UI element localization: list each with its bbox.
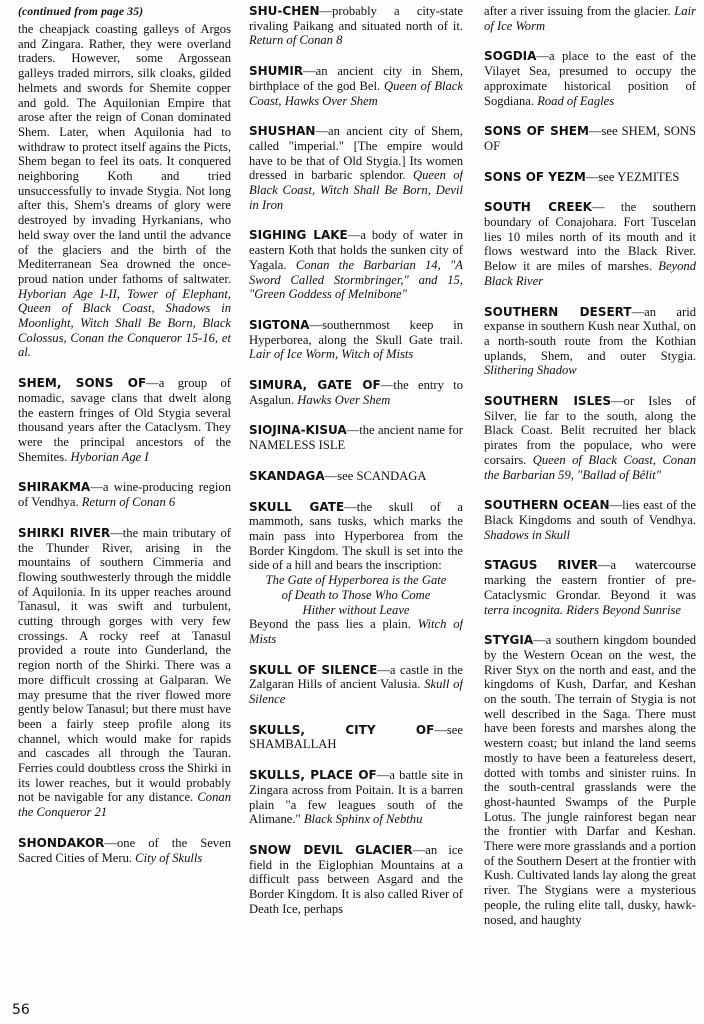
- entry-source: City of Skulls: [135, 850, 203, 865]
- entry-source: Black Sphinx of Nebthu: [303, 812, 423, 827]
- entry-skulls-city: [249, 723, 463, 752]
- entry-text: —southernmost keep in Hyperborea, along the Skull Gate trail.: [249, 317, 463, 347]
- entry-headword: SHUMIR: [249, 64, 304, 79]
- entry-source: Conan the Conqueror 21: [18, 790, 231, 820]
- entry-text: —an ancient city in Shem, birthplace of the god Bel.: [249, 64, 463, 93]
- entry-italic-term: terra incognita.: [484, 602, 564, 617]
- column-3: [484, 4, 696, 1006]
- column-2: [249, 4, 463, 1006]
- entry-stygia: [484, 633, 696, 927]
- entry-source: Beyond Black River: [484, 259, 696, 288]
- entry-headword: SOUTHERN OCEAN: [484, 498, 610, 513]
- entry-text: —an arid expanse in southern Kush near Xuthal, on a north-south route from the Kothian uplands, Shem, and outer Stygia.: [484, 304, 696, 363]
- entry-text: —a wine-producing region of Vendhya.: [18, 480, 231, 510]
- entry-southern-isles: [484, 394, 696, 482]
- entry-text: —a place to the east of the Vilayet Sea, presumed to occupy the approximate historical position of Sogdiana.: [484, 49, 696, 108]
- entry-sons-of-yezm: [484, 170, 696, 185]
- entry-south-creek: [484, 200, 696, 288]
- entry-shirki-river: [18, 526, 231, 820]
- entry-text: —the skull of a mammoth, sans tusks, which marks the main pass into Hyperborea from the Border Kingdom. The skull is set into the side of a hill and bears the inscription:: [249, 499, 463, 573]
- entry-text: —the main tributary of the Thunder River, arising in the mountains of southern Cimmeria and flowing southwesterly through the middle of Aquilonia. In its upper reaches around Tanasul, it was swift and turbulent, cutting through gorges with very few crossings. A rocky reef at Tanasul provided a route into Gunderland, the region north of the Shirki. There was a more difficult crossing at Galparan. We may presume that the river flowed more gently below Tanasul; but there must have been a fairly steep profile along its channel, which would make for rapids and cascades all through the Tauran. Ferries could doubtless cross the Shirki in its lower reaches, but it would probably not be navigable for any distance.: [18, 525, 231, 805]
- entry-snow-devil-glacier: [249, 843, 463, 917]
- entry-headword: SHIRKI RIVER: [18, 525, 111, 540]
- entry-stagus-river: [484, 558, 696, 617]
- entry-headword: SIMURA, GATE OF: [249, 378, 381, 393]
- entry-text: —lies east of the Black Kingdoms and south of Vendhya.: [484, 498, 696, 527]
- entry-text: —a battle site in Zingara across from Poitain. It is a barren plain "a few leagues south of the Alimane.": [249, 768, 463, 827]
- entry-source: Lair of Ice Worm, Witch of Mists: [249, 347, 414, 362]
- entry-source: Queen of Black Coast, Conan the Barbarian 59, "Ballad of Bêlit": [484, 452, 696, 482]
- entry-headword: SKULLS, PLACE OF: [249, 768, 377, 783]
- entry-text: —one of the Seven Sacred Cities of Meru.: [18, 835, 231, 865]
- entry-text: —a group of nomadic, savage clans that dwelt along the eastern fringes of Old Stygia several thousand years after the Cataclysm. They were the principal ancestors of the Shemites.: [18, 376, 231, 464]
- entry-source: Skull of Silence: [249, 677, 463, 707]
- entry-headword: SKANDAGA: [249, 468, 325, 483]
- entry-shushan: [249, 124, 463, 212]
- inscription-line-1: The Gate of Hyperborea is the Gate: [265, 573, 447, 588]
- entry-shumir: [249, 64, 463, 108]
- entry-text: —see SHEM, SONS OF: [484, 124, 696, 153]
- entry-source: Riders Beyond Sunrise: [566, 602, 681, 617]
- entry-headword: SOGDIA: [484, 49, 537, 64]
- inscription-line-3: Hither without Leave: [302, 602, 410, 617]
- entry-headword: SHU-CHEN: [249, 4, 320, 18]
- entry-source: Shadows in Skull: [484, 527, 571, 542]
- entry-skulls-place: [249, 768, 463, 827]
- entry-headword: SKULL OF SILENCE: [249, 662, 378, 677]
- entry-shu-chen: [249, 4, 463, 48]
- entry-source: Queen of Black Coast, Witch Shall Be Born, Devil in Iron: [249, 168, 463, 212]
- entry-source: Hyborian Age I-II, Tower of Elephant, Queen of Black Coast, Shadows in Moonlight, Witch Shall Be Born, Black Colossus, Conan the Conqueror 15-16, et al.: [18, 286, 231, 360]
- entry-headword: SNOW DEVIL GLACIER: [249, 842, 413, 857]
- entry-text: —a watercourse marking the eastern frontier of pre-Cataclysmic Grondar. Beyond it was: [484, 558, 696, 602]
- continued-note: (continued from page 35): [18, 6, 144, 18]
- entry-text: —probably a city-state rivaling Paikang and situated north of it.: [249, 4, 463, 33]
- entry-headword: SONS OF YEZM: [484, 169, 586, 184]
- entry-text: Beyond the pass lies a plain.: [249, 617, 411, 632]
- entry-skull-gate: [249, 500, 463, 647]
- column-1: [18, 22, 231, 1006]
- entry-headword: STAGUS RIVER: [484, 558, 598, 573]
- entry-southern-ocean: [484, 498, 696, 542]
- entry-headword: SKULLS, CITY OF: [249, 722, 435, 737]
- entry-text: —an ancient city of Shem, called "imperial." [The empire would have to be that of Old Stygia.] Its women dressed in barbaric splendor.: [249, 124, 463, 183]
- inscription-line-2: of Death to Those Who Come: [281, 587, 431, 602]
- entry-source: Return of Conan 8: [249, 33, 343, 48]
- entry-text: —a castle in the Zalgaran Hills of ancient Valusia.: [249, 662, 463, 692]
- entry-headword: SHUSHAN: [249, 124, 316, 139]
- entry-skandaga: [249, 469, 463, 484]
- entry-sons-of-shem: [484, 124, 696, 153]
- entry-source: Hawks Over Shem: [297, 392, 391, 407]
- entry-text: —the ancient name for NAMELESS ISLE: [249, 423, 463, 453]
- entry-skull-of-silence: [249, 663, 463, 707]
- entry-source: Lair of Ice Worm: [484, 4, 696, 33]
- entry-text: —an ice field in the Eiglophian Mountains at a difficult pass between Asgard and the Border Kingdom. It is also called River of Death Ice, perhaps: [249, 842, 463, 916]
- entry-headword: SHIRAKMA: [18, 480, 91, 495]
- entry-text: —a southern kingdom bounded by the Western Ocean on the west, the River Styx on the north and east, and the kingdoms of Kush, Darfar, and Keshan on the south. The terrain of Stygia is not well described in the Saga. There must have been forests and marshes along the western coast; but inland the land seems mostly to have been a featureless desert, dotted with tombs and sinister ruins. In the south-central grasslands were the ghost-haunted Swamps of the Purple Lotus. The jungle rainforest began near the frontier with Darfar and Keshan. There were more grasslands and a portion of the Southern Desert at the frontier with Kush. Cultivated lands lay along the great river. The Stygians were a mysterious people, the ruling elite tall, dusky, hawk-nosed, and haughty: [484, 633, 696, 927]
- entry-sighing-lake: [249, 228, 463, 302]
- entry-headword: SIOJINA-KISUA: [249, 423, 347, 438]
- entry-headword: SIGHING LAKE: [249, 228, 348, 243]
- entry-text: the cheapjack coasting galleys of Argos and Zingara. Rather, they were overland traders. However, some Argossean galleys traded mirrors, silk cloaks, gilded helmets and swords for Shemite copper and gold. The Aquilonian Empire that arose after the reign of Conan dominated Shem. Later, when Aquilonia had to withdraw to protect itself agains the Picts, Shem began to feel its oats. It conquered neighboring Koth and tried unsuccessfully to invade Stygia. Not long after this, Shem's dreams of glory were destroyed by invading Hyrkanians, who held sway over the land until the advance of the glaciers and the birth of the Mediterranean Sea drowned the once-proud nation under fathoms of saltwater.: [18, 22, 231, 286]
- entry-text: —see YEZMITES: [585, 169, 680, 184]
- entry-shem-continued: [18, 22, 231, 360]
- entry-text: —or Isles of Silver, lie far to the south, along the Black Coast. Belit recruited her black pirates from the populace, who were corsairs.: [484, 394, 696, 467]
- entry-shondakor: [18, 836, 231, 865]
- entry-headword: SIGTONA: [249, 317, 310, 332]
- entry-southern-desert: [484, 305, 696, 379]
- entry-text: —the entry to Asgalun.: [249, 378, 463, 407]
- entry-source: Road of Eagles: [537, 93, 615, 108]
- entry-headword: SKULL GATE: [249, 499, 345, 514]
- entry-source: Conan the Barbarian 14, "A Sword Called Stormbringer," and 15, "Green Goddess of Melnibone": [249, 257, 463, 302]
- entry-snow-devil-continued: [484, 4, 696, 33]
- entry-shirakma: [18, 480, 231, 509]
- entry-source: Queen of Black Coast, Hawks Over Shem: [249, 78, 463, 108]
- entry-headword: STYGIA: [484, 633, 534, 648]
- entry-text: —see SCANDAGA: [324, 468, 427, 483]
- entry-source: Witch of Mists: [249, 617, 463, 646]
- entry-headword: SOUTH CREEK: [484, 200, 592, 215]
- entry-headword: SONS OF SHEM: [484, 124, 589, 139]
- entry-text: after a river issuing from the glacier.: [484, 4, 671, 18]
- entry-headword: SHONDAKOR: [18, 835, 105, 850]
- entry-headword: SOUTHERN DESERT: [484, 304, 632, 319]
- entry-source: Hyborian Age I: [70, 449, 149, 464]
- entry-headword: SOUTHERN ISLES: [484, 394, 612, 409]
- entry-source: Return of Conan 6: [81, 495, 176, 510]
- entry-text: —a body of water in eastern Koth that holds the sunken city of Yagala.: [249, 228, 463, 272]
- entry-simura-gate: [249, 378, 463, 407]
- entry-source: Slithering Shadow: [484, 363, 577, 378]
- entry-headword: SHEM, SONS OF: [18, 376, 147, 391]
- entry-text: — the southern boundary of Conajohara. Fort Tuscelan lies 10 miles north of its mouth and it flows westward into the Black River. Below it are miles of marshes.: [484, 200, 696, 274]
- entry-shem-sons-of: [18, 376, 231, 464]
- page-number: 56: [12, 1002, 30, 1018]
- entry-sigtona: [249, 318, 463, 362]
- entry-sogdia: [484, 49, 696, 108]
- entry-text: —see SHAMBALLAH: [249, 722, 463, 752]
- entry-siojina-kisua: [249, 423, 463, 452]
